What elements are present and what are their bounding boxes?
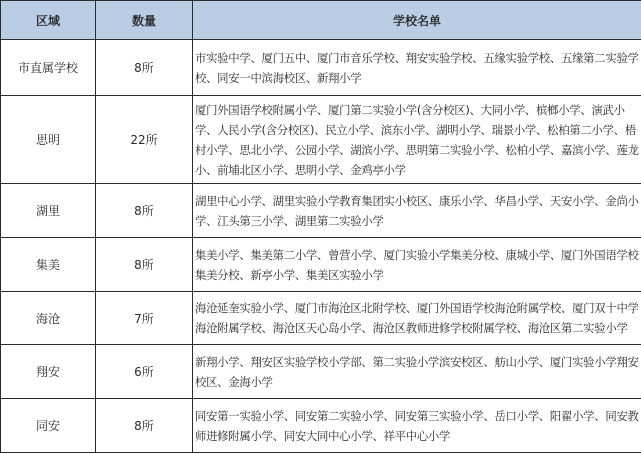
table-row	[1, 399, 641, 453]
region-cell: 翔安	[1, 345, 96, 399]
schools-cell: 新翔小学、翔安区实验学校小学部、第二实验小学滨安校区、舫山小学、厦门实验小学翔安校区、金海小学	[193, 345, 641, 399]
count-cell: 8所	[96, 399, 193, 453]
count-cell: 8所	[96, 238, 193, 292]
region-cell: 海沧	[1, 292, 96, 345]
header-schools: 学校名单	[193, 1, 641, 40]
region-cell: 思明	[1, 96, 96, 184]
table-row	[1, 238, 641, 292]
schools-cell: 集美小学、集美第二小学、曾营小学、厦门实验小学集美分校、康城小学、厦门外国语学校集美分校、新亭小学、集美区实验小学	[193, 238, 641, 292]
table-row	[1, 184, 641, 238]
count-cell: 8所	[96, 184, 193, 238]
region-cell: 市直属学校	[1, 40, 96, 96]
schools-cell: 厦门外国语学校附属小学、厦门第二实验小学(含分校区)、大同小学、槟榔小学、演武小学、人民小学(含分校区)、民立小学、滨东小学、湖明小学、瑞景小学、松柏第二小学、梧村小学、思北小学、公园小学、湖滨小学、思明第二实验小学、松柏小学、嘉滨小学、莲龙小、前埔北区小学、思明小学、金鸡亭小学	[193, 96, 641, 184]
schools-cell: 海沧延奎实验小学、厦门市海沧区北附学校、厦门外国语学校海沧附属学校、厦门双十中学海沧附属学校、海沧区天心岛小学、海沧区教师进修学校附属学校、海沧区第二实验小学	[193, 292, 641, 345]
table-row	[1, 345, 641, 399]
table-row	[1, 40, 641, 96]
count-cell: 6所	[96, 345, 193, 399]
schools-cell: 市实验中学、厦门五中、厦门市音乐学校、翔安实验学校、五缘实验学校、五缘第二实验学校、同安一中滨海校区、新翔小学	[193, 40, 641, 96]
region-cell: 集美	[1, 238, 96, 292]
region-cell: 湖里	[1, 184, 96, 238]
schools-cell: 湖里中心小学、湖里实验小学教育集团实小校区、康乐小学、华昌小学、天安小学、金尚小学、江头第三小学、湖里第二实验小学	[193, 184, 641, 238]
header-count: 数量	[96, 1, 193, 40]
schools-cell: 同安第一实验小学、同安第二实验小学、同安第三实验小学、岳口小学、阳翟小学、同安教师进修附属小学、同安大同中心小学、祥平中心小学	[193, 399, 641, 453]
count-cell: 22所	[96, 96, 193, 184]
count-cell: 7所	[96, 292, 193, 345]
count-cell: 8所	[96, 40, 193, 96]
header-row	[1, 1, 641, 40]
header-region: 区域	[1, 1, 96, 40]
table-row	[1, 96, 641, 184]
region-cell: 同安	[1, 399, 96, 453]
table-row	[1, 292, 641, 345]
